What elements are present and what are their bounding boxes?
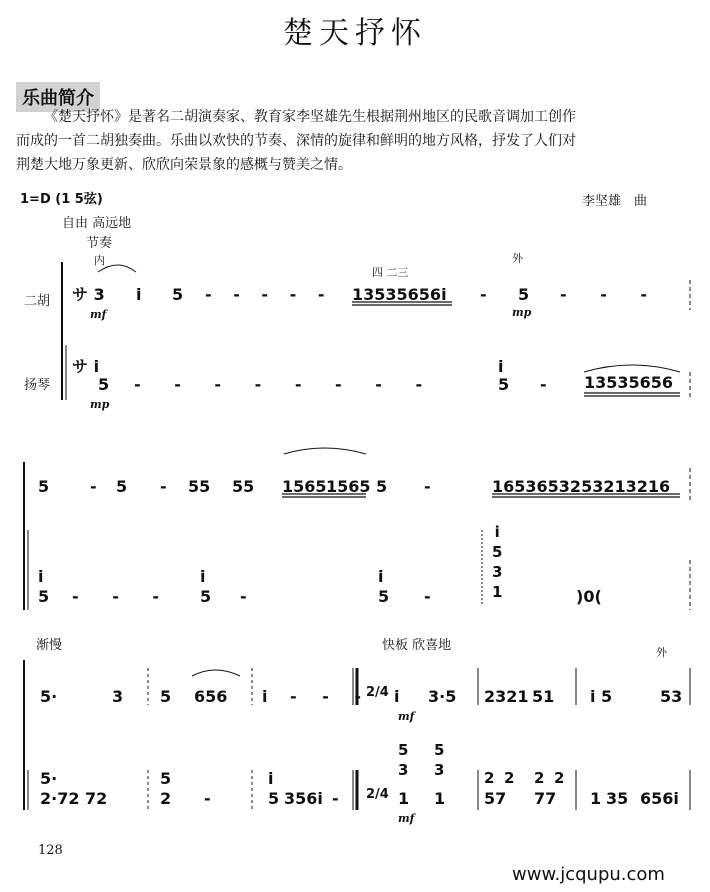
note: 1: [398, 789, 410, 808]
tempo-marking: 渐慢: [36, 638, 63, 653]
chord-note: 3: [434, 761, 445, 779]
section-heading: 乐曲简介: [16, 82, 100, 112]
dynamic-mark: mp: [512, 306, 532, 319]
instrument-yangqin: 扬琴: [24, 378, 51, 393]
note: 5: [498, 375, 510, 394]
note: - - - - - - - -: [134, 375, 437, 394]
watermark: www.jcqupu.com: [512, 864, 665, 885]
intro-line: 《楚天抒怀》是著名二胡演奏家、教育家李坚雄先生根据荆州地区的民歌音调加工创作: [44, 109, 576, 125]
note: 2·72 72: [40, 789, 108, 808]
chord-stack: [492, 522, 502, 602]
note: i: [262, 687, 268, 706]
note: 656: [194, 687, 228, 706]
note: i: [200, 567, 206, 586]
note: 1: [590, 789, 602, 808]
note: - - - - -: [205, 285, 333, 304]
note: -: [332, 789, 339, 808]
note: i: [378, 567, 384, 586]
chord-note: 2: [504, 769, 515, 787]
note: 77: [534, 789, 557, 808]
chord-stack: [504, 768, 514, 788]
note: 5: [160, 769, 172, 788]
note: - - -: [290, 687, 372, 706]
time-signature: 2/4: [366, 787, 389, 802]
instrument-erhu: 二胡: [24, 294, 51, 309]
note: 5: [518, 285, 530, 304]
note: -: [424, 477, 431, 496]
note: 5: [378, 587, 390, 606]
note: -: [90, 477, 97, 496]
note: 55: [232, 477, 255, 496]
chord-note: 3: [492, 563, 503, 581]
tempo-marking: 自由 高远地: [62, 216, 132, 231]
bowing-marking: 内: [94, 254, 105, 267]
note: -: [424, 587, 431, 606]
chord-stack: [484, 768, 494, 788]
chord-stack: [554, 768, 564, 788]
note: 55: [188, 477, 211, 496]
note: i 5: [590, 687, 613, 706]
note: i: [136, 285, 142, 304]
note: 5: [116, 477, 128, 496]
page-number: 128: [38, 843, 63, 858]
note: 1: [434, 789, 446, 808]
note: 1653653253213216: [492, 477, 671, 496]
tempo-marking: 节奏: [86, 236, 113, 251]
note: 356i: [284, 789, 323, 808]
key-signature: 1=D (1 5弦): [20, 192, 103, 207]
chord-note: 5: [492, 543, 503, 561]
note: 2: [160, 789, 172, 808]
note: 1565: [326, 477, 371, 496]
note: 13535656i: [352, 285, 447, 304]
note: 1565: [282, 477, 327, 496]
note: 2321: [484, 687, 529, 706]
note: サ 3: [72, 285, 105, 304]
note: 5: [172, 285, 184, 304]
chord-note: 2: [554, 769, 565, 787]
note: 57: [484, 789, 507, 808]
note: 5: [98, 375, 110, 394]
note: -: [480, 285, 487, 304]
note: 35: [606, 789, 629, 808]
bowing-marking: 外: [512, 252, 523, 265]
chord-note: 1: [492, 583, 503, 601]
note: - - -: [560, 285, 662, 304]
tempo-marking: 快板 欣喜地: [382, 638, 452, 653]
dynamic-mark: mf: [398, 710, 415, 723]
chord-stack: [398, 740, 408, 780]
note: 5: [376, 477, 388, 496]
note: 53: [660, 687, 683, 706]
note: 5: [38, 477, 50, 496]
chord-note: 3: [398, 761, 409, 779]
note: -: [204, 789, 211, 808]
note: サ i: [72, 357, 100, 376]
note: 5·: [40, 687, 58, 706]
chord-stack: [434, 740, 444, 780]
note: -: [240, 587, 247, 606]
chord-note: 2: [484, 769, 495, 787]
chord-stack: [534, 768, 544, 788]
string-marking: 四 二三: [372, 266, 409, 279]
note: i: [268, 769, 274, 788]
note: -: [160, 477, 167, 496]
page-title: 楚天抒怀: [283, 16, 427, 51]
chord-note: 5: [434, 741, 445, 759]
chord-tail: )0(: [576, 587, 602, 606]
time-signature: 2/4: [366, 685, 389, 700]
note: i: [38, 567, 44, 586]
note: 13535656: [584, 373, 674, 392]
note: -: [540, 375, 547, 394]
note: 5·: [40, 769, 58, 788]
dynamic-mark: mf: [90, 308, 107, 321]
note: 5: [38, 587, 50, 606]
bowing-marking: 外: [656, 646, 667, 659]
note: - - -: [72, 587, 174, 606]
note: i: [394, 687, 400, 706]
intro-line: 而成的一首二胡独奏曲。乐曲以欢快的节奏、深情的旋律和鲜明的地方风格，抒发了人们对: [16, 133, 576, 149]
chord-note: 2: [534, 769, 545, 787]
chord-note: i: [494, 523, 500, 541]
note: i: [498, 357, 504, 376]
note: 5: [200, 587, 212, 606]
chord-note: 5: [398, 741, 409, 759]
note: 5: [268, 789, 280, 808]
dynamic-mark: mp: [90, 398, 110, 411]
dynamic-mark: mf: [398, 812, 415, 825]
note: 3·5: [428, 687, 457, 706]
composer: 李坚雄 曲: [582, 194, 648, 209]
note: 5: [160, 687, 172, 706]
note: 51: [532, 687, 555, 706]
intro-line: 荆楚大地万象更新、欣欣向荣景象的感概与赞美之情。: [16, 157, 352, 173]
note: 656i: [640, 789, 679, 808]
note: 3: [112, 687, 124, 706]
